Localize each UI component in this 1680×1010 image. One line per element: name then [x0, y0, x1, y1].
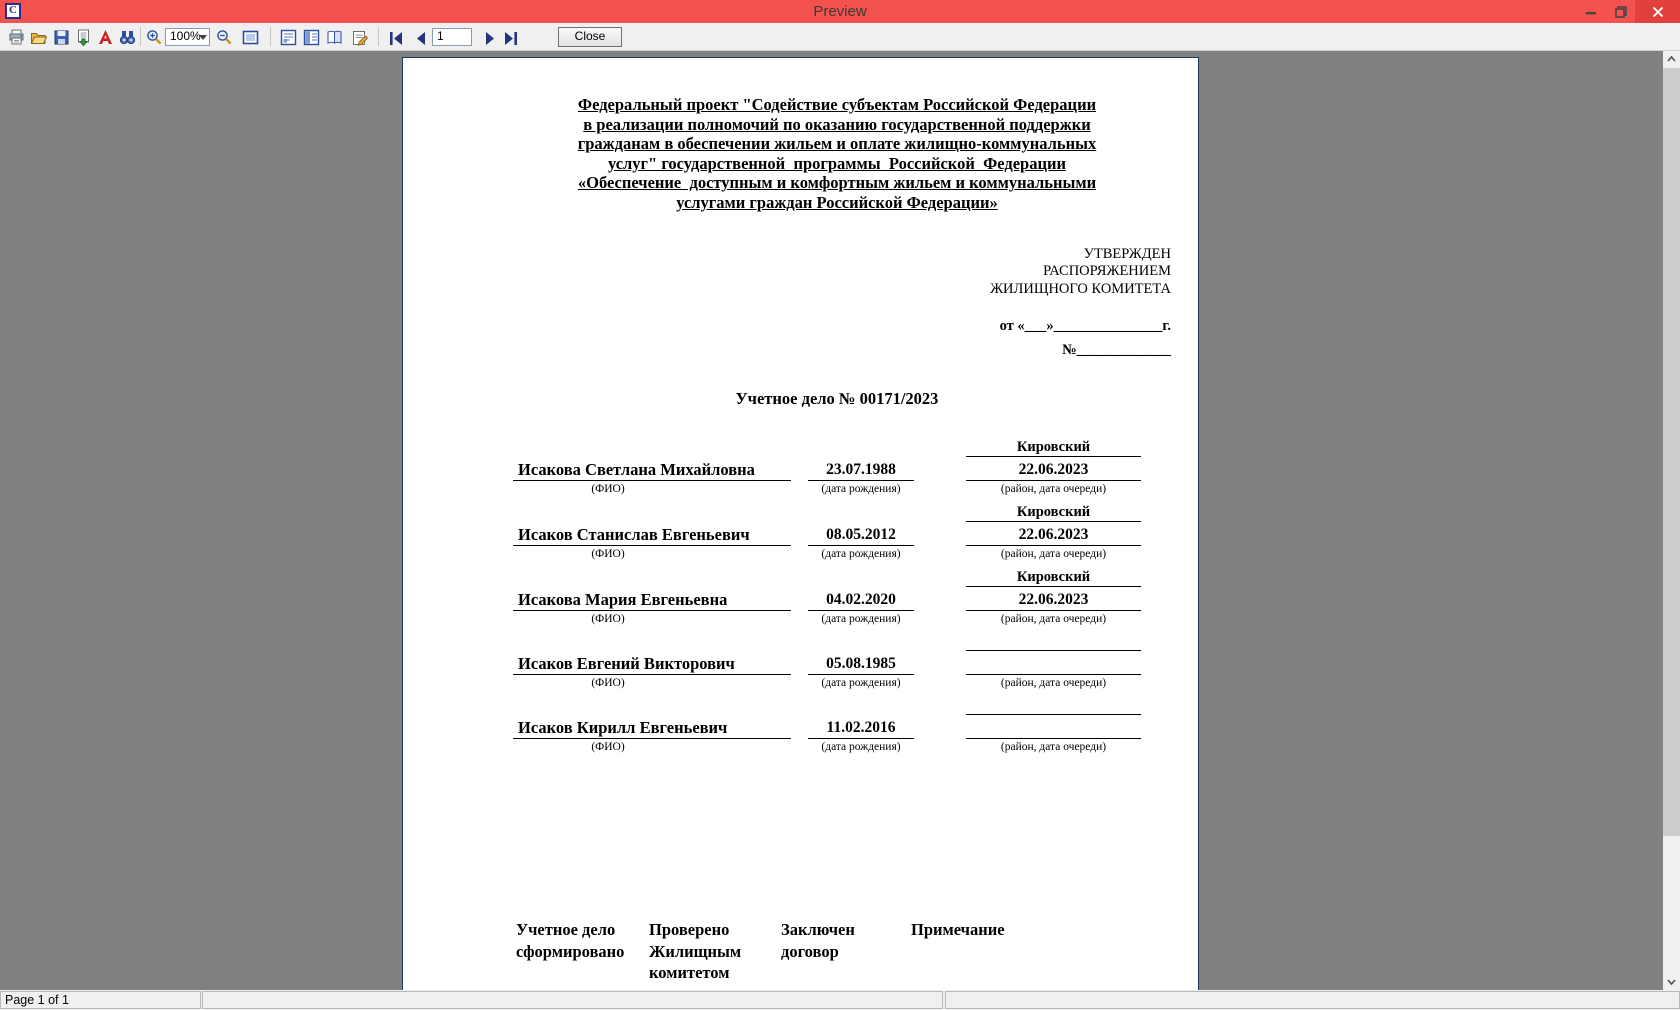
footer-column — [781, 919, 855, 962]
district-field: Кировский — [966, 504, 1141, 522]
district-caption: (район, дата очереди) — [1000, 613, 1107, 625]
status-page-info: Page 1 of 1 — [0, 991, 201, 1009]
first-page-icon[interactable] — [388, 30, 405, 47]
case-title: Учетное дело № 00171/2023 — [735, 389, 939, 408]
fio-caption: (ФИО) — [591, 677, 625, 689]
export-icon[interactable] — [75, 29, 92, 46]
district-caption: (район, дата очереди) — [1000, 548, 1107, 560]
heading-line: услугами граждан Российской Федерации» — [676, 192, 998, 212]
district-field — [966, 633, 1141, 651]
close-window-button[interactable] — [1635, 0, 1680, 23]
edit-page-icon[interactable] — [351, 29, 368, 46]
print-icon[interactable] — [8, 29, 25, 46]
minimize-button[interactable] — [1577, 0, 1605, 23]
window-title: Preview — [813, 3, 867, 20]
preview-area — [0, 51, 1680, 990]
name-field: Исакова Мария Евгеньевна — [513, 590, 791, 611]
footer-column — [516, 919, 624, 962]
fio-caption: (ФИО) — [591, 483, 625, 495]
footer-line: договор — [781, 941, 839, 961]
district-caption: (район, дата очереди) — [1000, 677, 1107, 689]
pdf-icon[interactable] — [97, 29, 114, 46]
approval-line: РАСПОРЯЖЕНИЕМ — [1043, 263, 1171, 280]
person-row — [403, 569, 1198, 627]
footer-line: сформировано — [516, 941, 625, 961]
outline-view-icon[interactable] — [303, 29, 320, 46]
chevron-down-icon — [199, 35, 207, 40]
fio-caption: (ФИО) — [591, 613, 625, 625]
birth-date-field: 11.02.2016 — [808, 718, 914, 739]
district-field: Кировский — [966, 569, 1141, 587]
queue-date-field: 22.06.2023 — [966, 590, 1141, 611]
title-bar — [0, 0, 1680, 23]
person-row — [403, 633, 1198, 691]
birth-caption: (дата рождения) — [821, 483, 901, 495]
text-view-icon[interactable] — [280, 29, 297, 46]
restore-button[interactable] — [1607, 0, 1635, 23]
last-page-icon[interactable] — [502, 30, 519, 47]
vertical-scrollbar[interactable] — [1663, 51, 1680, 990]
fio-caption: (ФИО) — [591, 548, 625, 560]
zoom-level-value: 100% — [170, 29, 201, 43]
footer-line: Заключен — [781, 920, 855, 939]
birth-date-field: 04.02.2020 — [808, 590, 914, 611]
birth-date-field: 08.05.2012 — [808, 525, 914, 546]
open-icon[interactable] — [30, 29, 47, 46]
name-field: Исаков Евгений Викторович — [513, 654, 791, 675]
next-page-icon[interactable] — [481, 30, 498, 47]
birth-caption: (дата рождения) — [821, 677, 901, 689]
person-row — [403, 504, 1198, 562]
district-caption: (район, дата очереди) — [1000, 483, 1107, 495]
toolbar-separator — [378, 27, 379, 46]
birth-caption: (дата рождения) — [821, 613, 901, 625]
person-row — [403, 697, 1198, 755]
footer-column — [911, 919, 1005, 941]
heading-line: гражданам в обеспечении жильем и оплате жилищно-коммунальных — [577, 134, 1097, 154]
footer-line: Жилищным — [649, 941, 742, 961]
save-icon[interactable] — [53, 29, 70, 46]
zoom-out-icon[interactable] — [216, 29, 233, 46]
page-number-input[interactable] — [432, 28, 472, 46]
document-heading — [488, 95, 1186, 213]
queue-date-field: 22.06.2023 — [966, 460, 1141, 481]
toolbar-separator — [140, 27, 141, 46]
birth-date-field: 05.08.1985 — [808, 654, 914, 675]
scroll-down-button[interactable] — [1663, 973, 1680, 990]
facing-pages-icon[interactable] — [326, 29, 343, 46]
status-panel — [202, 991, 943, 1009]
heading-line: в реализации полномочий по оказанию государственной поддержки — [583, 114, 1091, 134]
approval-block — [990, 246, 1171, 298]
district-field — [966, 697, 1141, 715]
queue-date-field — [966, 654, 1141, 675]
toolbar-separator — [270, 27, 271, 46]
name-field: Исакова Светлана Михайловна — [513, 460, 791, 481]
zoom-level-select[interactable] — [165, 28, 210, 46]
scroll-up-button[interactable] — [1663, 51, 1680, 68]
person-row — [403, 439, 1198, 497]
queue-date-field — [966, 718, 1141, 739]
footer-line: Примечание — [911, 920, 1005, 939]
footer-line: Проверено — [649, 920, 730, 939]
page-number-value: 1 — [437, 29, 444, 43]
approval-number-line: №_____________ — [1062, 342, 1171, 358]
footer-line: комитетом — [649, 963, 730, 982]
footer-line: Учетное дело — [516, 920, 616, 939]
status-panel — [945, 991, 1680, 1009]
heading-line: «Обеспечение доступным и комфортным жильем и коммунальными — [577, 173, 1097, 193]
zoom-in-icon[interactable] — [146, 29, 163, 46]
find-icon[interactable] — [119, 29, 136, 46]
footer-column — [649, 919, 741, 984]
app-icon: C — [5, 3, 21, 19]
page-width-icon[interactable] — [242, 29, 259, 46]
close-preview-button[interactable]: Close — [558, 27, 622, 47]
district-field: Кировский — [966, 439, 1141, 457]
birth-caption: (дата рождения) — [821, 548, 901, 560]
heading-line: Федеральный проект "Содействие субъектам Российской Федерации — [577, 95, 1097, 114]
birth-caption: (дата рождения) — [821, 741, 901, 753]
name-field: Исаков Кирилл Евгеньевич — [513, 718, 791, 739]
status-bar — [0, 990, 1680, 1010]
district-caption: (район, дата очереди) — [1000, 741, 1107, 753]
approval-line: УТВЕРЖДЕН — [1083, 246, 1171, 262]
approval-date-line: от «___»_______________г. — [999, 318, 1171, 334]
birth-date-field: 23.07.1988 — [808, 460, 914, 481]
document-page — [402, 57, 1199, 990]
fio-caption: (ФИО) — [591, 741, 625, 753]
name-field: Исаков Станислав Евгеньевич — [513, 525, 791, 546]
heading-line: услуг" государственной программы Российской Федерации — [607, 153, 1066, 173]
prev-page-icon[interactable] — [413, 30, 430, 47]
toolbar — [0, 23, 1680, 51]
scrollbar-thumb[interactable] — [1663, 68, 1680, 836]
queue-date-field: 22.06.2023 — [966, 525, 1141, 546]
approval-line: ЖИЛИЩНОГО КОМИТЕТА — [990, 280, 1171, 297]
